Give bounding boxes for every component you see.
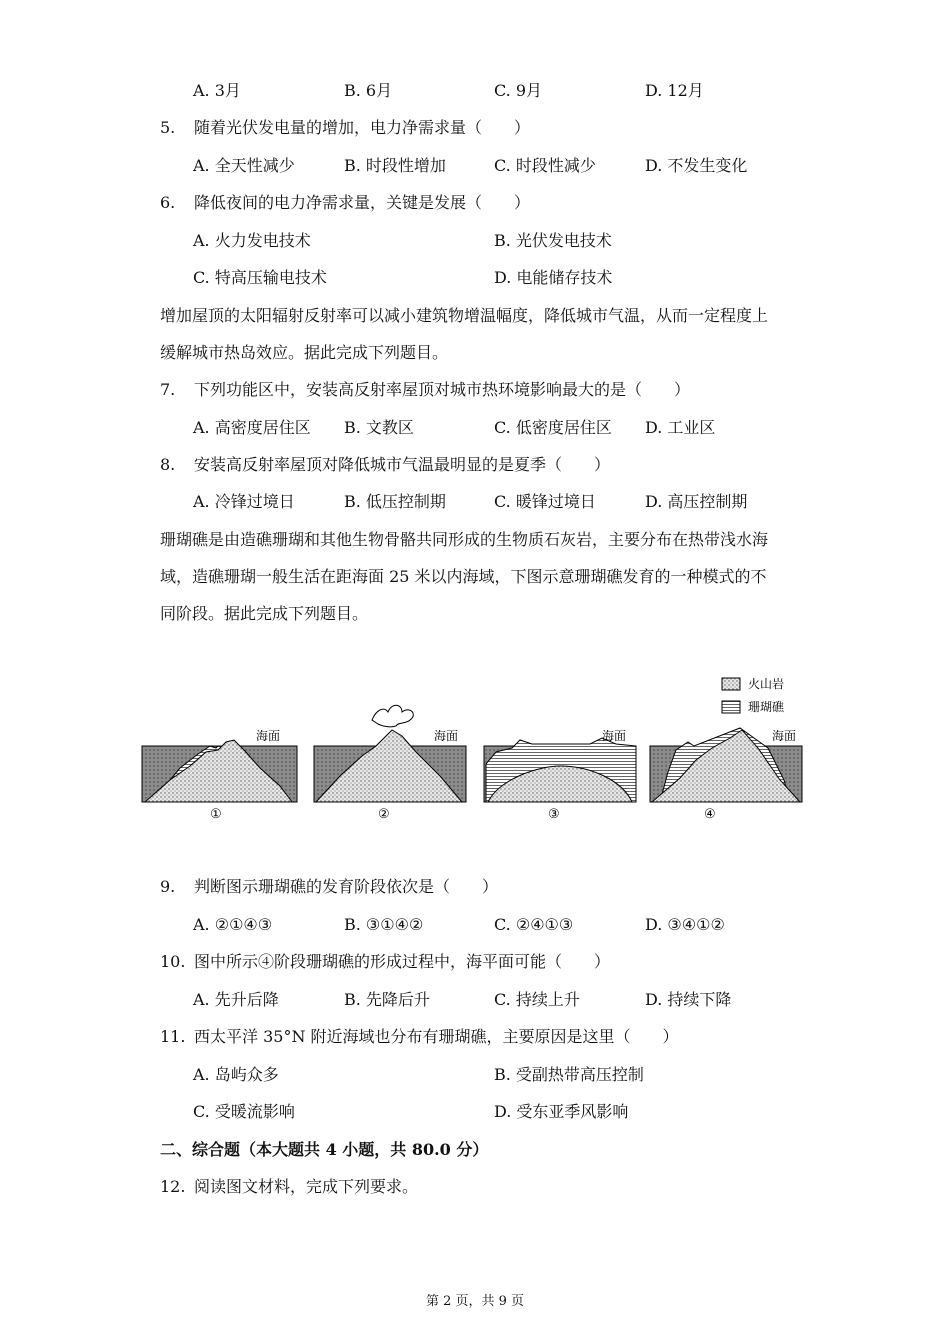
panel-3 [484,729,636,822]
q9-stem: 判断图示珊瑚礁的发育阶段依次是（ ） [194,877,499,896]
q7-option-a: A. 高密度居住区 [193,418,311,437]
q11-option-d: D. 受东亚季风影响 [494,1102,629,1121]
q8-number: 8. [160,455,176,474]
q5-option-a: A. 全天性减少 [193,156,295,175]
q9-option-c: C. ②④①③ [494,915,574,934]
q4-option-c: C. 9月 [494,81,543,100]
q7-number: 7. [160,380,176,399]
legend-volcanic-swatch [722,678,740,690]
page-footer: 第 2 页，共 9 页 [425,1294,525,1309]
panel-2 [314,705,466,822]
panel-1-sea-label: 海面 [256,729,281,743]
q10-option-c: C. 持续上升 [494,990,580,1009]
passage-1-line-1: 增加屋顶的太阳辐射反射率可以减小建筑物增温幅度，降低城市气温，从而一定程度上 [160,306,769,325]
panel-4 [650,728,802,822]
q8-option-c: C. 暖锋过境日 [494,492,596,511]
q9-option-b: B. ③①④② [344,915,424,934]
panel-4-sea-label: 海面 [772,729,797,743]
q6-option-c: C. 特高压输电技术 [193,268,327,287]
coral-reef-diagram [140,668,810,828]
panel-1-label: ① [210,807,222,822]
q7-option-d: D. 工业区 [645,418,716,437]
legend-coral-swatch [722,701,740,713]
q8-option-d: D. 高压控制期 [645,492,748,511]
q12-number: 12. [160,1177,186,1196]
q5-option-d: D. 不发生变化 [645,156,748,175]
q11-option-c: C. 受暖流影响 [193,1102,295,1121]
q10-option-b: B. 先降后升 [344,990,430,1009]
panel-4-label: ④ [704,807,716,822]
q7-option-b: B. 文教区 [344,418,414,437]
q7-option-c: C. 低密度居住区 [494,418,612,437]
q6-number: 6. [160,193,176,212]
passage-2-line-3: 同阶段。据此完成下列题目。 [160,604,369,623]
q10-number: 10. [160,952,186,971]
q12-stem: 阅读图文材料，完成下列要求。 [194,1177,419,1196]
q5-option-c: C. 时段性减少 [494,156,596,175]
coral-reef-figure [140,668,810,828]
q9-number: 9. [160,877,176,896]
q4-option-b: B. 6月 [344,81,393,100]
passage-2-line-1: 珊瑚礁是由造礁珊瑚和其他生物骨骼共同形成的生物质石灰岩，主要分布在热带浅水海 [160,530,769,549]
panel-1 [142,729,297,822]
section-2-heading: 二、综合题（本大题共 4 小题，共 80.0 分） [160,1140,489,1159]
q11-stem: 西太平洋 35°N 附近海域也分布有珊瑚礁，主要原因是这里（ ） [194,1027,679,1046]
panel-2-sea-label: 海面 [434,729,459,743]
q10-stem: 图中所示④阶段珊瑚礁的形成过程中，海平面可能（ ） [194,952,611,971]
legend-coral-label: 珊瑚礁 [748,700,785,714]
q11-option-a: A. 岛屿众多 [193,1065,279,1084]
passage-1-line-2: 缓解城市热岛效应。据此完成下列题目。 [160,343,449,362]
q5-number: 5. [160,118,176,137]
q8-option-b: B. 低压控制期 [344,492,446,511]
q5-stem: 随着光伏发电量的增加，电力净需求量（ ） [194,118,531,137]
q6-option-d: D. 电能储存技术 [494,268,613,287]
q7-stem: 下列功能区中，安装高反射率屋顶对城市热环境影响最大的是（ ） [194,380,691,399]
panel-2-eruption-cloud [372,705,413,727]
passage-2-line-2: 域，造礁珊瑚一般生活在距海面 25 米以内海域，下图示意珊瑚礁发育的一种模式的不 [160,567,767,586]
q4-option-d: D. 12月 [645,81,704,100]
q11-number: 11. [160,1027,186,1046]
q8-option-a: A. 冷锋过境日 [193,492,295,511]
q9-option-d: D. ③④①② [645,915,725,934]
q10-option-d: D. 持续下降 [645,990,732,1009]
q5-option-b: B. 时段性增加 [344,156,446,175]
q6-option-b: B. 光伏发电技术 [494,231,612,250]
legend [722,676,785,714]
legend-volcanic-label: 火山岩 [748,677,785,691]
q4-option-a: A. 3月 [193,81,241,100]
q11-option-b: B. 受副热带高压控制 [494,1065,644,1084]
q10-option-a: A. 先升后降 [193,990,279,1009]
panel-3-sea-label: 海面 [602,729,627,743]
q8-stem: 安装高反射率屋顶对降低城市气温最明显的是夏季（ ） [194,455,611,474]
q6-option-a: A. 火力发电技术 [193,231,311,250]
panel-2-label: ② [378,807,390,822]
panel-3-label: ③ [548,807,560,822]
q9-option-a: A. ②①④③ [193,915,273,934]
q6-stem: 降低夜间的电力净需求量，关键是发展（ ） [194,193,531,212]
